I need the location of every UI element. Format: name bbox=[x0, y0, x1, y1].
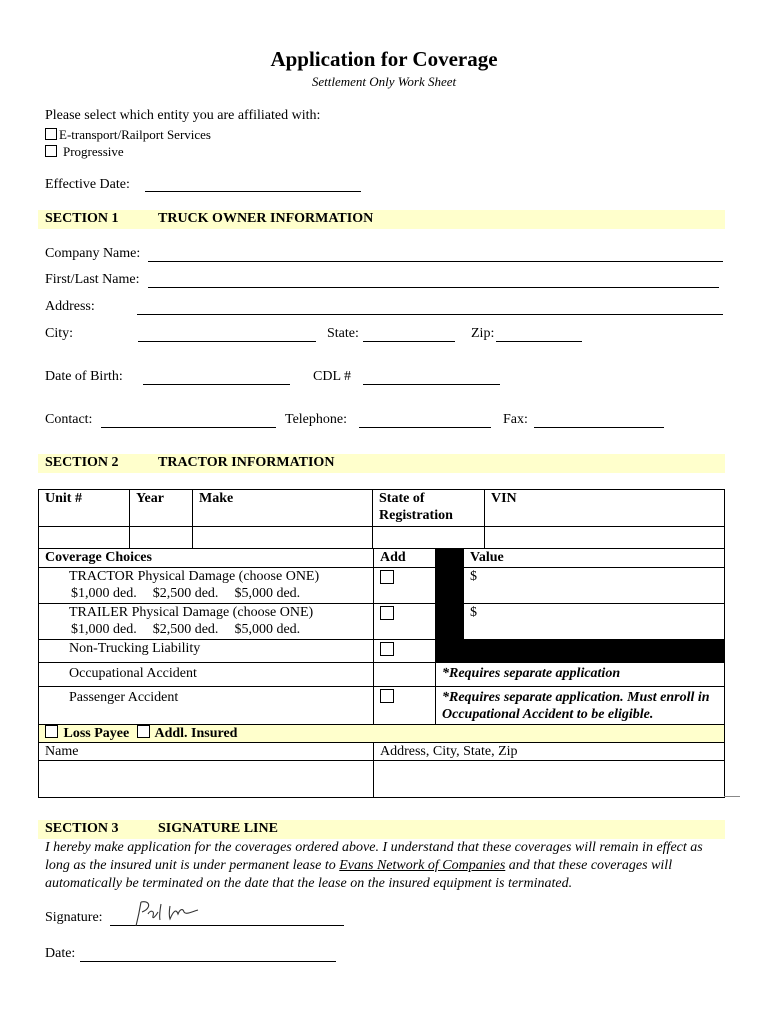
loss-payee-label: Loss Payee bbox=[63, 726, 130, 741]
payee-header-row bbox=[39, 743, 725, 761]
vin-cell[interactable] bbox=[485, 527, 725, 549]
deductible-option[interactable]: $2,500 ded. bbox=[152, 586, 219, 601]
section-number: SECTION 2 bbox=[45, 455, 119, 470]
form-title: Application for Coverage bbox=[270, 47, 498, 71]
state-registration-header bbox=[373, 490, 485, 527]
occupational-label: Occupational Accident bbox=[39, 663, 374, 687]
non-trucking-label: Non-Trucking Liability bbox=[39, 640, 374, 663]
telephone-label: Telephone: bbox=[285, 412, 347, 427]
handwritten-signature bbox=[128, 898, 208, 930]
contact-label: Contact: bbox=[45, 412, 93, 427]
header-line: State of bbox=[379, 491, 425, 506]
table-edge-line bbox=[724, 796, 740, 797]
city-label: City: bbox=[45, 326, 74, 341]
zip-label: Zip: bbox=[471, 326, 495, 341]
section-2-header bbox=[38, 454, 725, 473]
checkbox[interactable] bbox=[45, 145, 57, 157]
entity-option-etransport[interactable] bbox=[45, 127, 211, 143]
passenger-note: *Requires separate application. Must enroll in Occupational Accident to be eligible. bbox=[436, 687, 725, 725]
tractor-pd-label: TRACTOR Physical Damage (choose ONE) bbox=[69, 569, 320, 584]
payee-address-header: Address, City, State, Zip bbox=[374, 743, 725, 761]
trailer-pd-label: TRAILER Physical Damage (choose ONE) bbox=[69, 605, 314, 620]
first-last-name-field[interactable] bbox=[148, 287, 719, 288]
effective-date-label: Effective Date: bbox=[45, 177, 130, 192]
payee-name-cell[interactable] bbox=[39, 761, 374, 798]
entity-option-label: E-transport/Railport Services bbox=[59, 127, 211, 142]
vin-header: VIN bbox=[485, 490, 725, 527]
occupational-note: *Requires separate application bbox=[436, 663, 725, 687]
deductible-option[interactable]: $2,500 ded. bbox=[152, 622, 219, 637]
add-cell[interactable] bbox=[374, 568, 436, 604]
black-cell bbox=[436, 568, 464, 604]
black-cell bbox=[436, 640, 464, 663]
entity-option-progressive[interactable] bbox=[45, 144, 124, 160]
passenger-label: Passenger Accident bbox=[39, 687, 374, 725]
add-checkbox[interactable] bbox=[380, 606, 394, 620]
contact-field[interactable] bbox=[101, 427, 276, 428]
value-cell[interactable]: $ bbox=[464, 568, 725, 604]
loss-payee-cell bbox=[39, 725, 725, 743]
trailer-pd-cell bbox=[39, 604, 374, 640]
add-cell[interactable] bbox=[374, 687, 436, 725]
coverage-choices-header: Coverage Choices bbox=[39, 549, 374, 568]
zip-field[interactable] bbox=[496, 341, 582, 342]
loss-payee-row bbox=[39, 725, 725, 743]
table-row bbox=[39, 527, 725, 549]
payee-entry-row bbox=[39, 761, 725, 798]
add-checkbox[interactable] bbox=[380, 570, 394, 584]
coverage-table bbox=[38, 548, 725, 798]
signature-label: Signature: bbox=[45, 910, 103, 925]
tractor-pd-cell bbox=[39, 568, 374, 604]
coverage-row-non-trucking bbox=[39, 640, 725, 663]
add-cell[interactable] bbox=[374, 604, 436, 640]
trailer-deductibles bbox=[71, 621, 367, 638]
address-label: Address: bbox=[45, 299, 95, 314]
form-subtitle: Settlement Only Work Sheet bbox=[311, 74, 457, 89]
unit-header: Unit # bbox=[39, 490, 130, 527]
section-number: SECTION 1 bbox=[45, 211, 119, 226]
date-label: Date: bbox=[45, 946, 76, 961]
address-field[interactable] bbox=[137, 314, 723, 315]
year-cell[interactable] bbox=[130, 527, 193, 549]
add-cell bbox=[374, 663, 436, 687]
state-field[interactable] bbox=[363, 341, 455, 342]
agreement-text: I hereby make application for the coverages ordered above. I understand that these coverages will remain in effect as long as the insured unit is under permanent lease to bbox=[45, 840, 703, 873]
payee-address-cell[interactable] bbox=[374, 761, 725, 798]
loss-payee-checkbox[interactable] bbox=[45, 725, 58, 738]
coverage-header-row bbox=[39, 549, 725, 568]
company-name-label: Company Name: bbox=[45, 246, 141, 261]
state-cell[interactable] bbox=[373, 527, 485, 549]
company-name-link: Evans Network of Companies bbox=[339, 858, 506, 873]
payee-name-header: Name bbox=[39, 743, 374, 761]
make-header: Make bbox=[193, 490, 373, 527]
coverage-row-trailer bbox=[39, 604, 725, 640]
agreement-paragraph bbox=[45, 839, 725, 893]
value-header: Value bbox=[464, 549, 725, 568]
first-last-name-label: First/Last Name: bbox=[45, 272, 140, 287]
date-field[interactable] bbox=[80, 961, 336, 962]
cdl-field[interactable] bbox=[363, 384, 500, 385]
section-3-header bbox=[38, 820, 725, 839]
fax-field[interactable] bbox=[534, 427, 664, 428]
black-cell bbox=[464, 640, 725, 663]
black-cell bbox=[436, 549, 464, 568]
deductible-option[interactable]: $5,000 ded. bbox=[234, 622, 301, 637]
city-field[interactable] bbox=[138, 341, 316, 342]
state-label: State: bbox=[327, 326, 359, 341]
section-number: SECTION 3 bbox=[45, 821, 119, 836]
coverage-row-passenger bbox=[39, 687, 725, 725]
section-title: TRACTOR INFORMATION bbox=[158, 455, 335, 470]
company-name-field[interactable] bbox=[148, 261, 723, 262]
deductible-option[interactable]: $1,000 ded. bbox=[71, 622, 137, 637]
add-cell[interactable] bbox=[374, 640, 436, 663]
section-title: SIGNATURE LINE bbox=[158, 821, 278, 836]
dob-label: Date of Birth: bbox=[45, 369, 123, 384]
addl-insured-checkbox[interactable] bbox=[137, 725, 150, 738]
entity-prompt: Please select which entity you are affiliated with: bbox=[45, 108, 321, 123]
tractor-table bbox=[38, 489, 725, 549]
effective-date-field[interactable] bbox=[145, 191, 361, 192]
section-title: TRUCK OWNER INFORMATION bbox=[158, 211, 374, 226]
section-1-header bbox=[38, 210, 725, 229]
fax-label: Fax: bbox=[503, 412, 528, 427]
coverage-row-tractor bbox=[39, 568, 725, 604]
checkbox[interactable] bbox=[45, 128, 57, 140]
table-header-row bbox=[39, 490, 725, 527]
dob-field[interactable] bbox=[143, 384, 290, 385]
header-line: Registration bbox=[379, 508, 453, 523]
black-cell bbox=[436, 604, 464, 640]
value-cell[interactable]: $ bbox=[464, 604, 725, 640]
deductible-option[interactable]: $1,000 ded. bbox=[71, 586, 137, 601]
addl-insured-label: Addl. Insured bbox=[154, 726, 238, 741]
telephone-field[interactable] bbox=[359, 427, 491, 428]
add-checkbox[interactable] bbox=[380, 689, 394, 703]
add-header: Add bbox=[374, 549, 436, 568]
make-cell[interactable] bbox=[193, 527, 373, 549]
unit-cell[interactable] bbox=[39, 527, 130, 549]
coverage-row-occupational bbox=[39, 663, 725, 687]
year-header: Year bbox=[130, 490, 193, 527]
deductible-option[interactable]: $5,000 ded. bbox=[234, 586, 301, 601]
tractor-deductibles bbox=[71, 585, 367, 602]
agreement-text: and that these coverages will automatically be terminated on the date that the lease on the insured equipment is terminated. bbox=[45, 858, 673, 891]
add-checkbox[interactable] bbox=[380, 642, 394, 656]
cdl-label: CDL # bbox=[313, 369, 351, 384]
entity-option-label: Progressive bbox=[63, 144, 124, 159]
